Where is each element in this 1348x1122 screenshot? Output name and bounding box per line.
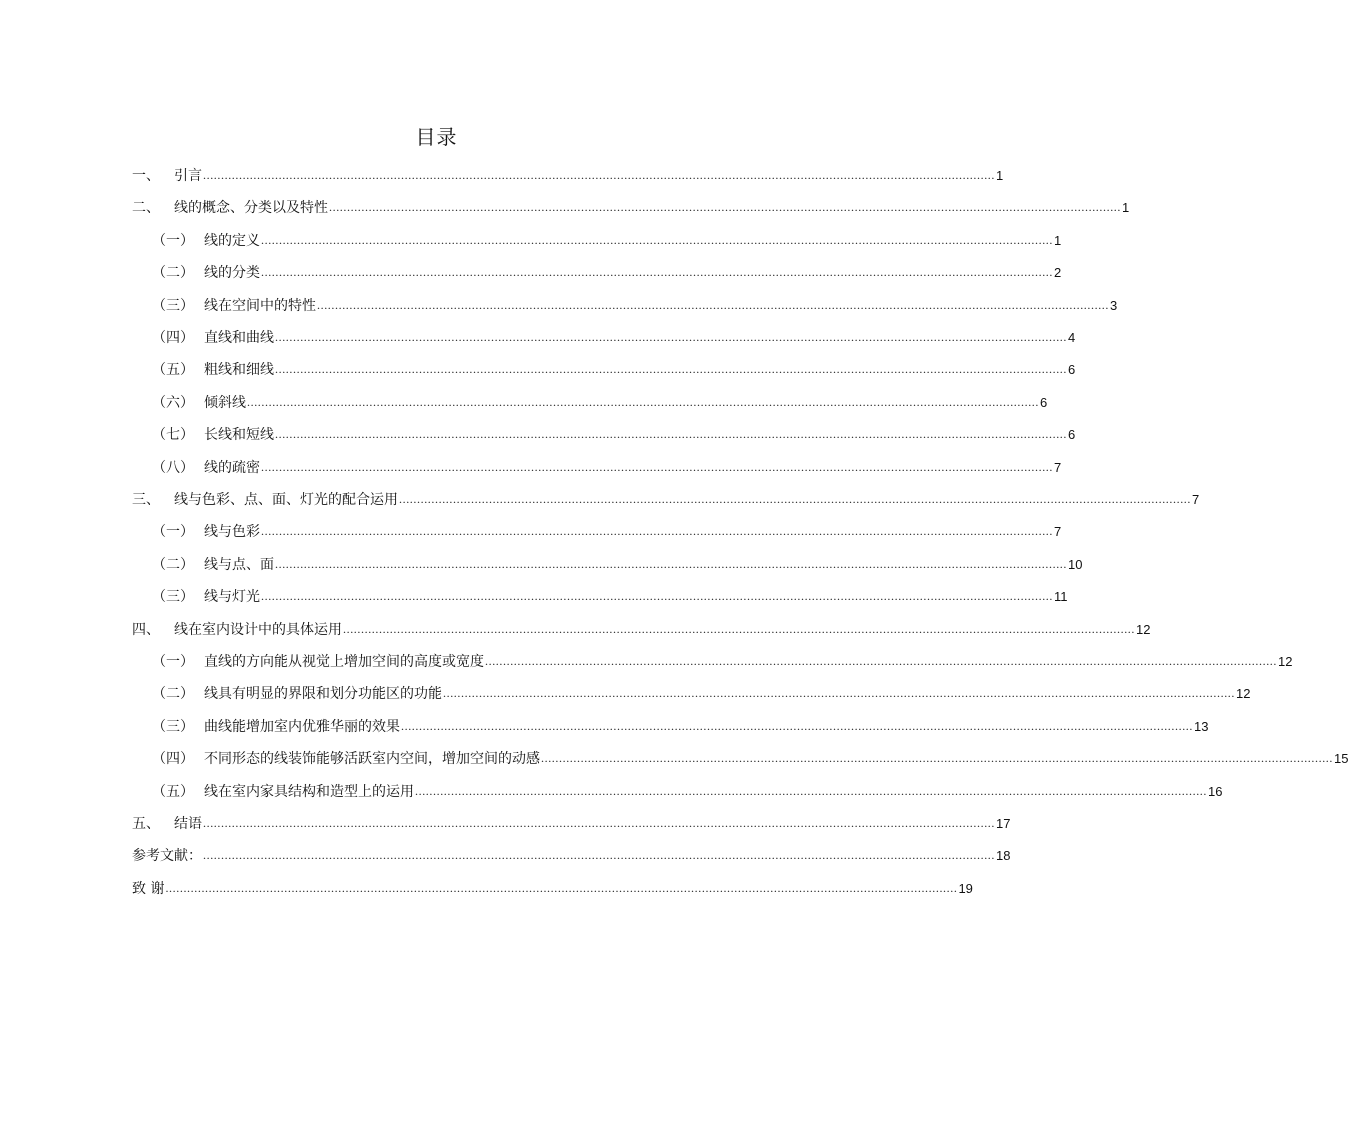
toc-dot-leader: ............................................................................................................................................................................................................................: [317, 297, 1109, 312]
toc-entry-label: 线的分类: [204, 265, 260, 282]
toc-dot-leader: ............................................................................................................................................................................................................................: [261, 232, 1053, 247]
toc-dot-leader: ............................................................................................................................................................................................................................: [329, 200, 1121, 215]
toc-entry-label: 不同形态的线装饰能够活跃室内空间，增加空间的动感: [204, 751, 540, 768]
toc-dot-leader: ............................................................................................................................................................................................................................: [443, 686, 1235, 701]
toc-entry-number: （三）: [152, 297, 194, 314]
toc-dot-leader: ............................................................................................................................................................................................................................: [399, 492, 1191, 506]
toc-dot-leader: ............................................................................................................................................................................................................................: [261, 524, 1053, 539]
toc-entry-label: 线与色彩: [204, 524, 260, 541]
toc-entry-page-number: 6: [1068, 427, 1076, 443]
toc-entry-page-number: 6: [1040, 394, 1048, 410]
toc-entry[interactable]: [152, 780, 1223, 802]
toc-dot-leader: ............................................................................................................................................................................................................................: [343, 621, 1135, 636]
toc-entry[interactable]: [132, 812, 1011, 834]
toc-entry[interactable]: [152, 294, 1118, 316]
toc-entry-page-number: 7: [1054, 459, 1062, 475]
toc-dot-leader: ............................................................................................................................................................................................................................: [203, 816, 995, 830]
toc-entry-label: 直线的方向能从视觉上增加空间的高度或宽度: [204, 654, 484, 670]
toc-entry-label: 参考文献：: [132, 848, 202, 865]
toc-entry[interactable]: [132, 618, 1151, 640]
toc-entry-number: （五）: [152, 783, 194, 800]
toc-entry-number: （三）: [152, 718, 194, 735]
toc-entry-label: 线与色彩、点、面、灯光的配合运用: [174, 492, 398, 508]
toc-entry-number: （一）: [152, 654, 194, 670]
toc-dot-leader: ............................................................................................................................................................................................................................: [541, 751, 1333, 766]
toc-entry-number: （二）: [152, 686, 194, 703]
toc-dot-leader: ............................................................................................................................................................................................................................: [247, 394, 1039, 409]
toc-entry-page-number: 7: [1054, 524, 1062, 540]
toc-entry-number: 五、: [132, 816, 160, 832]
toc-entry-label: 线与点、面: [204, 556, 274, 573]
toc-entry-number: （四）: [152, 751, 194, 768]
toc-entry-number: （七）: [152, 427, 194, 444]
toc-entry-number: （六）: [152, 394, 194, 411]
toc-dot-leader: ............................................................................................................................................................................................................................: [165, 880, 958, 895]
toc-dot-leader: ............................................................................................................................................................................................................................: [203, 168, 995, 182]
toc-entry[interactable]: [152, 553, 1083, 575]
toc-entry[interactable]: [152, 682, 1251, 704]
toc-entry-page-number: 6: [1068, 362, 1076, 378]
toc-entry[interactable]: [152, 520, 1062, 542]
toc-entry[interactable]: [152, 358, 1076, 380]
toc-dot-leader: ............................................................................................................................................................................................................................: [275, 330, 1067, 344]
toc-entry[interactable]: [132, 877, 973, 899]
toc-entry-label: 线在空间中的特性: [204, 297, 316, 314]
toc-entry-number: （三）: [152, 589, 194, 606]
toc-dot-leader: ............................................................................................................................................................................................................................: [485, 654, 1277, 668]
toc-entry-page-number: 12: [1236, 686, 1251, 702]
toc-entry-page-number: 12: [1278, 654, 1293, 669]
toc-dot-leader: ............................................................................................................................................................................................................................: [203, 848, 995, 863]
toc-entry[interactable]: [152, 747, 1348, 769]
toc-entry-label: 倾斜线: [204, 394, 246, 411]
toc-entry[interactable]: [132, 488, 1200, 510]
toc-entry-label: 线的概念、分类以及特性: [174, 200, 328, 217]
toc-dot-leader: ............................................................................................................................................................................................................................: [275, 556, 1067, 571]
toc-entry-number: （四）: [152, 330, 194, 346]
toc-entry-number: 三、: [132, 492, 160, 508]
toc-entry-page-number: 17: [996, 816, 1011, 831]
toc-dot-leader: ............................................................................................................................................................................................................................: [261, 265, 1053, 280]
toc-entry[interactable]: [152, 456, 1062, 478]
toc-entry-number: （二）: [152, 556, 194, 573]
toc-entry-number: （八）: [152, 459, 194, 476]
toc-entry-page-number: 1: [1054, 232, 1062, 248]
toc-title: 目录: [415, 125, 458, 149]
toc-entry-page-number: 2: [1054, 265, 1062, 281]
toc-entry-label: 曲线能增加室内优雅华丽的效果: [204, 718, 400, 735]
toc-entry-number: （五）: [152, 362, 194, 379]
toc-entry-number: （一）: [152, 232, 194, 249]
toc-entry-page-number: 3: [1110, 297, 1118, 313]
toc-entry-page-number: 11: [1054, 589, 1068, 605]
toc-entry[interactable]: [152, 585, 1068, 607]
toc-entry-label: 结语: [174, 816, 202, 832]
toc-entry-number: 二、: [132, 200, 160, 217]
toc-entry-label: 长线和短线: [204, 427, 274, 444]
toc-entry-page-number: 1: [996, 168, 1004, 183]
toc-entry[interactable]: [152, 326, 1076, 348]
toc-entry-label: 粗线和细线: [204, 362, 274, 379]
toc-entry-page-number: 19: [958, 880, 973, 896]
toc-entry-label: 线的定义: [204, 232, 260, 249]
toc-entry-label: 线在室内设计中的具体运用: [174, 621, 342, 638]
toc-entry-label: 线在室内家具结构和造型上的运用: [204, 783, 414, 800]
toc-entry-number: 四、: [132, 621, 160, 638]
toc-entry-page-number: 10: [1068, 556, 1083, 572]
toc-entry-page-number: 18: [996, 848, 1011, 864]
toc-entry[interactable]: [152, 715, 1209, 737]
toc-dot-leader: ............................................................................................................................................................................................................................: [275, 362, 1067, 377]
toc-dot-leader: ............................................................................................................................................................................................................................: [261, 459, 1053, 474]
toc-entry-page-number: 1: [1122, 200, 1130, 216]
toc-dot-leader: ............................................................................................................................................................................................................................: [261, 589, 1053, 604]
toc-entry-label: 线具有明显的界限和划分功能区的功能: [204, 686, 442, 703]
toc-entry-number: 一、: [132, 168, 160, 184]
toc-entry-label: 引言: [174, 168, 202, 184]
toc-entry[interactable]: [152, 391, 1048, 413]
toc-entry[interactable]: [152, 423, 1076, 445]
toc-entry-page-number: 4: [1068, 330, 1076, 345]
toc-entry[interactable]: [132, 164, 1004, 186]
toc-entry[interactable]: [152, 261, 1062, 283]
toc-entry-label: 直线和曲线: [204, 330, 274, 346]
toc-entry-label: 线与灯光: [204, 589, 260, 606]
toc-entry[interactable]: [152, 650, 1293, 672]
toc-entry-number: （二）: [152, 265, 194, 282]
toc-entry-number: （一）: [152, 524, 194, 541]
toc-dot-leader: ............................................................................................................................................................................................................................: [275, 427, 1067, 442]
toc-entry[interactable]: [152, 229, 1062, 251]
toc-entry-page-number: 15: [1334, 751, 1348, 767]
toc-entry-page-number: 12: [1136, 621, 1151, 637]
toc-entry-label: 线的疏密: [204, 459, 260, 476]
toc-dot-leader: ............................................................................................................................................................................................................................: [415, 783, 1207, 798]
toc-dot-leader: ............................................................................................................................................................................................................................: [401, 718, 1193, 733]
toc-entry[interactable]: [132, 196, 1130, 218]
toc-entry-page-number: 13: [1194, 718, 1209, 734]
toc-entry-page-number: 16: [1208, 783, 1223, 799]
toc-entry-label: 致 谢: [132, 880, 165, 897]
toc-entry-page-number: 7: [1192, 492, 1200, 507]
toc-entry[interactable]: [132, 844, 1011, 866]
